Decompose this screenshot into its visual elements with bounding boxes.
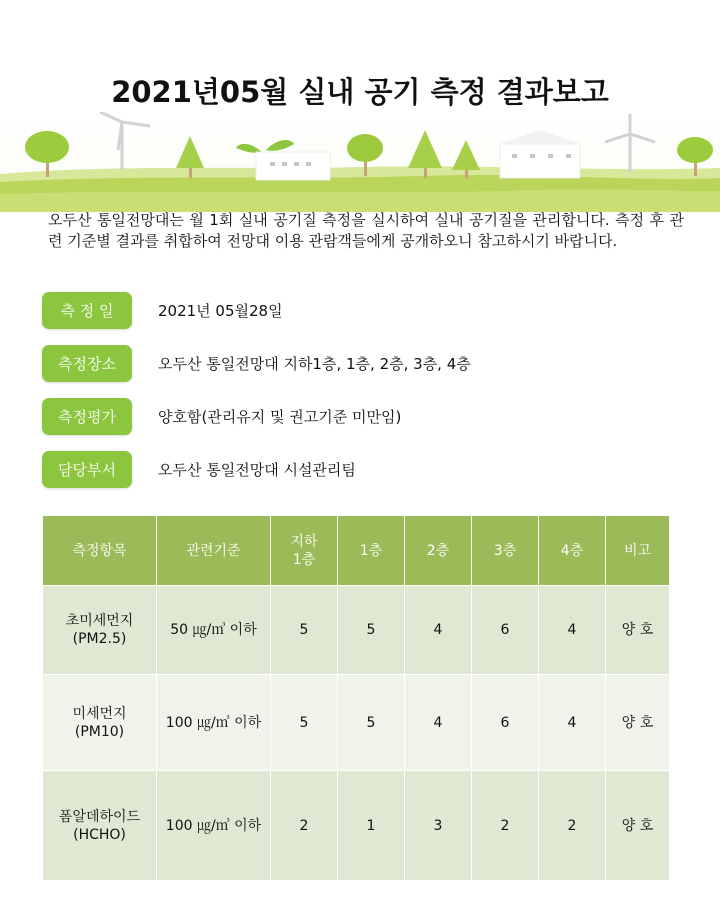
intro-paragraph: 오두산 통일전망대는 월 1회 실내 공기질 측정을 실시하여 실내 공기질을 관리합니다. 측정 후 관련 기준별 결과를 취합하여 전망대 이용 관람객들에게 공개하오니 참고하시기 바랍니다. (48, 211, 684, 250)
location-label: 측정장소 (42, 345, 132, 382)
evaluation-label: 측정평가 (42, 398, 132, 435)
value-cell: 5 (338, 586, 405, 675)
table-row (43, 586, 670, 675)
info-row-department (42, 450, 356, 488)
value-cell: 5 (338, 675, 405, 771)
header-note: 비고 (606, 516, 670, 586)
info-row-date (42, 291, 283, 329)
value-cell: 4 (405, 675, 472, 771)
value-cell: 6 (472, 586, 539, 675)
standard-cell: 50 ㎍/㎥ 이하 (157, 586, 271, 675)
header-b1: 지하 1층 (271, 516, 338, 586)
measurement-table (42, 515, 670, 881)
report-title: 2021년05월 실내 공기 측정 결과보고 (111, 75, 609, 109)
date-value: 2021년 05월28일 (158, 301, 283, 320)
value-cell: 4 (405, 586, 472, 675)
value-cell: 3 (405, 771, 472, 881)
header-item: 측정항목 (43, 516, 157, 586)
note-cell: 양 호 (606, 586, 670, 675)
header-standard: 관련기준 (157, 516, 271, 586)
value-cell: 4 (539, 675, 606, 771)
item-cell: 폼알데하이드 (HCHO) (43, 771, 157, 881)
table-header-row (43, 516, 670, 586)
standard-cell: 100 ㎍/㎥ 이하 (157, 675, 271, 771)
note-cell: 양 호 (606, 771, 670, 881)
header-1f: 1층 (338, 516, 405, 586)
item-cell: 미세먼지 (PM10) (43, 675, 157, 771)
header-4f: 4층 (539, 516, 606, 586)
header-3f: 3층 (472, 516, 539, 586)
value-cell: 5 (271, 586, 338, 675)
location-value: 오두산 통일전망대 지하1층, 1층, 2층, 3층, 4층 (158, 354, 471, 373)
eco-landscape-banner (0, 112, 720, 212)
table-row (43, 675, 670, 771)
table-row (43, 771, 670, 881)
info-row-location (42, 344, 471, 382)
building-icon (256, 152, 330, 180)
value-cell: 6 (472, 675, 539, 771)
value-cell: 4 (539, 586, 606, 675)
value-cell: 2 (271, 771, 338, 881)
evaluation-value: 양호함(관리유지 및 권고기준 미만임) (158, 407, 402, 426)
value-cell: 2 (472, 771, 539, 881)
standard-cell: 100 ㎍/㎥ 이하 (157, 771, 271, 881)
header-2f: 2층 (405, 516, 472, 586)
item-cell: 초미세먼지 (PM2.5) (43, 586, 157, 675)
department-value: 오두산 통일전망대 시설관리팀 (158, 460, 356, 479)
date-label: 측 정 일 (42, 292, 132, 329)
note-cell: 양 호 (606, 675, 670, 771)
value-cell: 1 (338, 771, 405, 881)
department-label: 담당부서 (42, 451, 132, 488)
value-cell: 2 (539, 771, 606, 881)
value-cell: 5 (271, 675, 338, 771)
info-row-evaluation (42, 397, 401, 435)
